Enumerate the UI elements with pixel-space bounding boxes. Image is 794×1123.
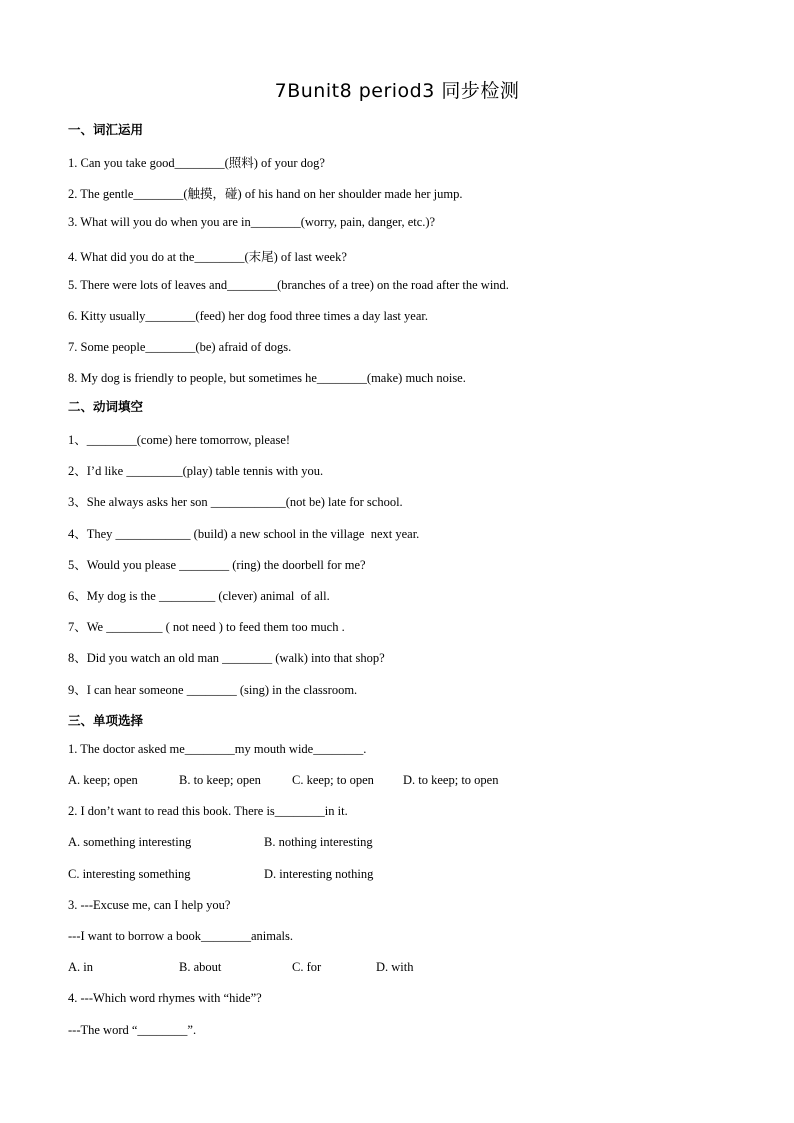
- verb-q7: 7、We _________ ( not need ) to feed them too much .: [68, 620, 345, 634]
- vocab-q6: 6. Kitty usually________(feed) her dog food three times a day last year.: [68, 309, 428, 323]
- choice-q1: 1. The doctor asked me________my mouth wide________.: [68, 742, 367, 756]
- vocab-q4: 4. What did you do at the________(末尾) of last week?: [68, 250, 347, 264]
- choice-q1-option-c: C. keep; to open: [292, 773, 374, 787]
- verb-q5: 5、Would you please ________ (ring) the doorbell for me?: [68, 558, 366, 572]
- verb-q3: 3、She always asks her son ____________(not be) late for school.: [68, 495, 403, 509]
- vocab-q5: 5. There were lots of leaves and________(branches of a tree) on the road after the wind.: [68, 278, 509, 292]
- section-2-heading: 二、动词填空: [68, 399, 144, 414]
- vocab-q1: 1. Can you take good________(照料) of your dog?: [68, 156, 325, 170]
- choice-q1-option-a: A. keep; open: [68, 773, 138, 787]
- choice-q4-reply: ---The word “________”.: [68, 1023, 197, 1037]
- verb-q4: 4、They ____________ (build) a new school in the village next year.: [68, 527, 420, 541]
- choice-q2-option-d: D. interesting nothing: [264, 867, 374, 881]
- choice-q3-option-d: D. with: [376, 960, 414, 974]
- verb-q8: 8、Did you watch an old man ________ (walk) into that shop?: [68, 651, 385, 665]
- choice-q3: 3. ---Excuse me, can I help you?: [68, 898, 231, 912]
- verb-q1: 1、________(come) here tomorrow, please!: [68, 433, 291, 447]
- page-title: 7Bunit8 period3 同步检测: [274, 80, 520, 102]
- section-3-heading: 三、单项选择: [68, 713, 144, 728]
- choice-q2: 2. I don’t want to read this book. There is________in it.: [68, 804, 348, 818]
- choice-q4: 4. ---Which word rhymes with “hide”?: [68, 991, 262, 1005]
- vocab-q8: 8. My dog is friendly to people, but sometimes he________(make) much noise.: [68, 371, 466, 385]
- choice-q3-option-b: B. about: [179, 960, 222, 974]
- verb-q6: 6、My dog is the _________ (clever) animal of all.: [68, 589, 330, 603]
- choice-q3-option-c: C. for: [292, 960, 322, 974]
- choice-q2-option-a: A. something interesting: [68, 835, 192, 849]
- choice-q2-option-c: C. interesting something: [68, 867, 191, 881]
- choice-q3-option-a: A. in: [68, 960, 93, 974]
- verb-q9: 9、I can hear someone ________ (sing) in the classroom.: [68, 683, 358, 697]
- vocab-q2: 2. The gentle________(触摸，碰) of his hand on her shoulder made her jump.: [68, 187, 463, 201]
- vocab-q7: 7. Some people________(be) afraid of dogs.: [68, 340, 292, 354]
- vocab-q3: 3. What will you do when you are in________(worry, pain, danger, etc.)?: [68, 215, 436, 229]
- choice-q1-option-b: B. to keep; open: [179, 773, 261, 787]
- verb-q2: 2、I’d like _________(play) table tennis with you.: [68, 464, 324, 478]
- choice-q2-option-b: B. nothing interesting: [264, 835, 373, 849]
- choice-q1-option-d: D. to keep; to open: [403, 773, 499, 787]
- choice-q3-reply: ---I want to borrow a book________animals.: [68, 929, 293, 943]
- section-1-heading: 一、词汇运用: [68, 122, 144, 137]
